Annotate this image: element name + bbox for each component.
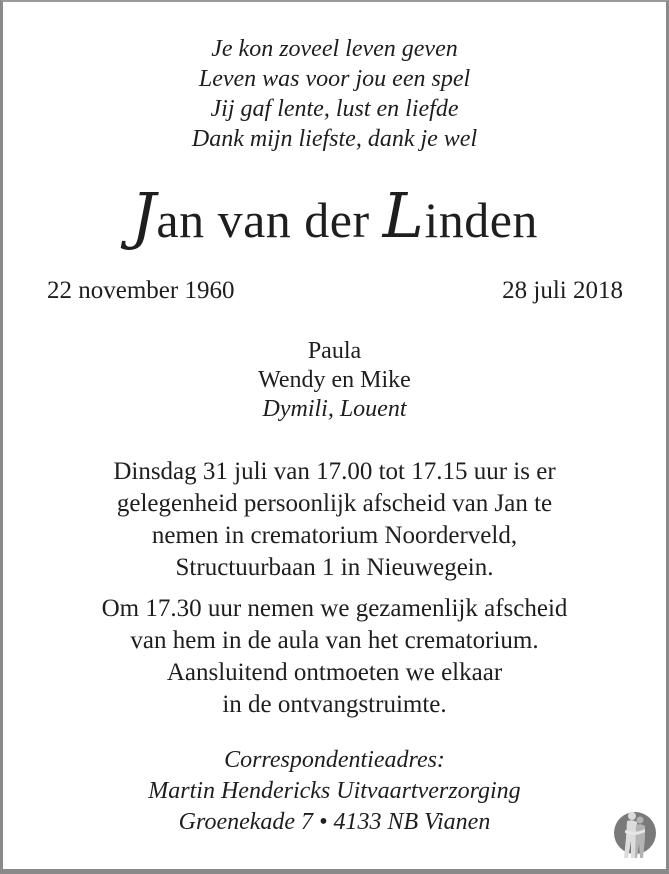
name-initial-first: J — [131, 179, 157, 252]
poem-line: Je kon zoveel leven geven — [211, 36, 458, 62]
name-last-rest: inden — [424, 192, 538, 248]
poem-line: Jij gaf lente, lust en liefde — [210, 96, 459, 122]
correspondence-label: Correspondentieadres: — [224, 747, 445, 773]
poem-line: Leven was voor jou een spel — [198, 66, 471, 92]
paragraph-line: nemen in crematorium Noorderveld, — [151, 522, 518, 549]
family-list — [0, 337, 669, 424]
paragraph-line: Dinsdag 31 juli van 17.00 tot 17.15 uur is er — [113, 458, 556, 485]
poem — [0, 34, 669, 154]
paragraph-line: in de ontvangstruimte. — [222, 691, 447, 718]
ceremony-paragraph — [0, 593, 669, 721]
paragraph-line: gelegenheid persoonlijk afscheid van Jan te — [116, 490, 553, 517]
paragraph-line: Om 17.30 uur nemen we gezamenlijk afscheid — [101, 595, 568, 622]
family-member-italic: Dymili, Louent — [262, 396, 407, 422]
paragraph-line: van hem in de aula van het crematorium. — [130, 627, 539, 654]
birth-date: 22 november 1960 — [47, 277, 235, 304]
death-date: 28 juli 2018 — [502, 277, 623, 304]
correspondence-block — [0, 745, 669, 838]
name-first-rest: an van der — [156, 192, 383, 248]
name-initial-last: L — [382, 179, 425, 252]
deceased-name — [0, 179, 669, 252]
poem-line: Dank mijn liefste, dank je wel — [191, 126, 478, 152]
correspondence-address: Groenekade 7 • 4133 NB Vianen — [178, 809, 491, 835]
correspondence-company: Martin Hendericks Uitvaartverzorging — [148, 778, 521, 804]
family-member: Wendy en Mike — [258, 367, 411, 393]
paragraph-line: Aansluitend ontmoeten we elkaar — [166, 659, 503, 686]
embracing-figures-icon — [611, 808, 659, 862]
farewell-visit-paragraph — [0, 456, 669, 584]
paragraph-line: Structuurbaan 1 in Nieuwegein. — [175, 554, 494, 581]
family-member: Paula — [307, 338, 362, 364]
